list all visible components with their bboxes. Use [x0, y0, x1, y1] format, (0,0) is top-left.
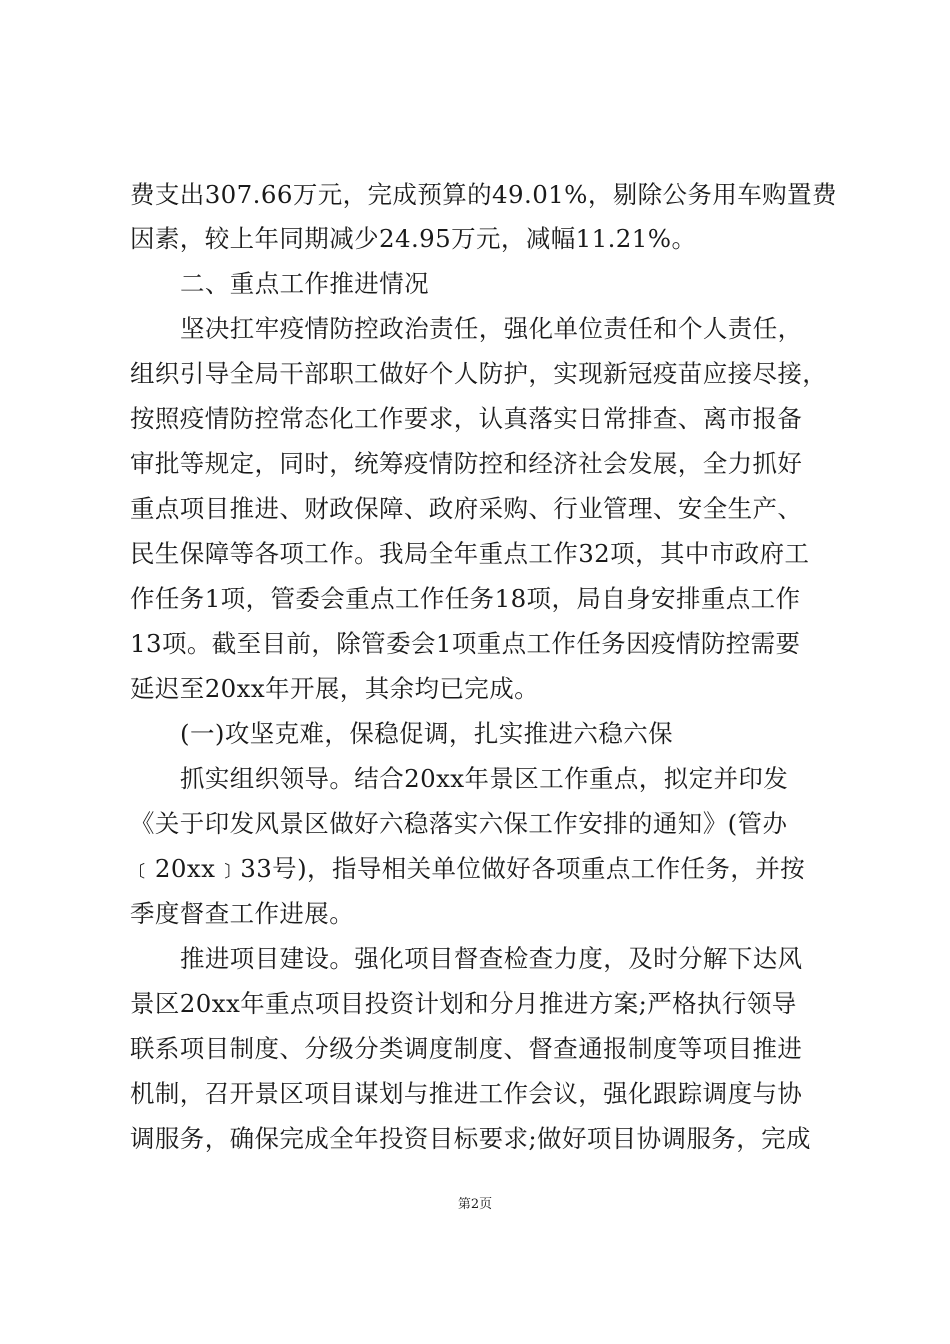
text-line: 延迟至20xx年开展，其余均已完成。: [130, 674, 540, 703]
text-line: ﹝20xx﹞33号)，指导相关单位做好各项重点工作任务，并按: [130, 854, 806, 883]
text-line: 抓实组织领导。结合20xx年景区工作重点，拟定并印发: [180, 764, 789, 793]
text-line: 景区20xx年重点项目投资计划和分月推进方案;严格执行领导: [130, 989, 797, 1018]
text-line: 机制，召开景区项目谋划与推进工作会议，强化跟踪调度与协: [130, 1079, 803, 1108]
text-line: 民生保障等各项工作。我局全年重点工作32项，其中市政府工: [130, 539, 810, 568]
text-line: 审批等规定，同时，统筹疫情防控和经济社会发展，全力抓好: [130, 449, 803, 478]
text-line: 重点项目推进、财政保障、政府采购、行业管理、安全生产、: [130, 494, 803, 523]
text-line: 联系项目制度、分级分类调度制度、督查通报制度等项目推进: [130, 1034, 803, 1063]
text-line: 13项。截至目前，除管委会1项重点工作任务因疫情防控需要: [130, 629, 801, 658]
section-heading: 二、重点工作推进情况: [180, 269, 429, 298]
text-line: 推进项目建设。强化项目督查检查力度，及时分解下达风: [180, 944, 803, 973]
page-number: 第2页: [457, 1197, 493, 1212]
text-line: 因素，较上年同期减少24.95万元，减幅11.21%。: [130, 224, 697, 253]
text-line: 坚决扛牢疫情防控政治责任，强化单位责任和个人责任，: [180, 314, 803, 343]
text-line: 按照疫情防控常态化工作要求，认真落实日常排查、离市报备: [130, 404, 803, 433]
text-line: 季度督查工作进展。: [130, 899, 355, 928]
text-line: 费支出307.66万元，完成预算的49.01%，剔除公务用车购置费: [130, 180, 837, 209]
text-line: 调服务，确保完成全年投资目标要求;做好项目协调服务，完成: [130, 1124, 811, 1153]
text-line: 组织引导全局干部职工做好个人防护，实现新冠疫苗应接尽接，: [130, 359, 828, 388]
subsection-heading: (一)攻坚克难，保稳促调，扎实推进六稳六保: [180, 719, 674, 748]
text-line: 《关于印发风景区做好六稳落实六保工作安排的通知》(管办: [130, 809, 788, 838]
text-line: 作任务1项，管委会重点工作任务18项，局自身安排重点工作: [130, 584, 801, 613]
